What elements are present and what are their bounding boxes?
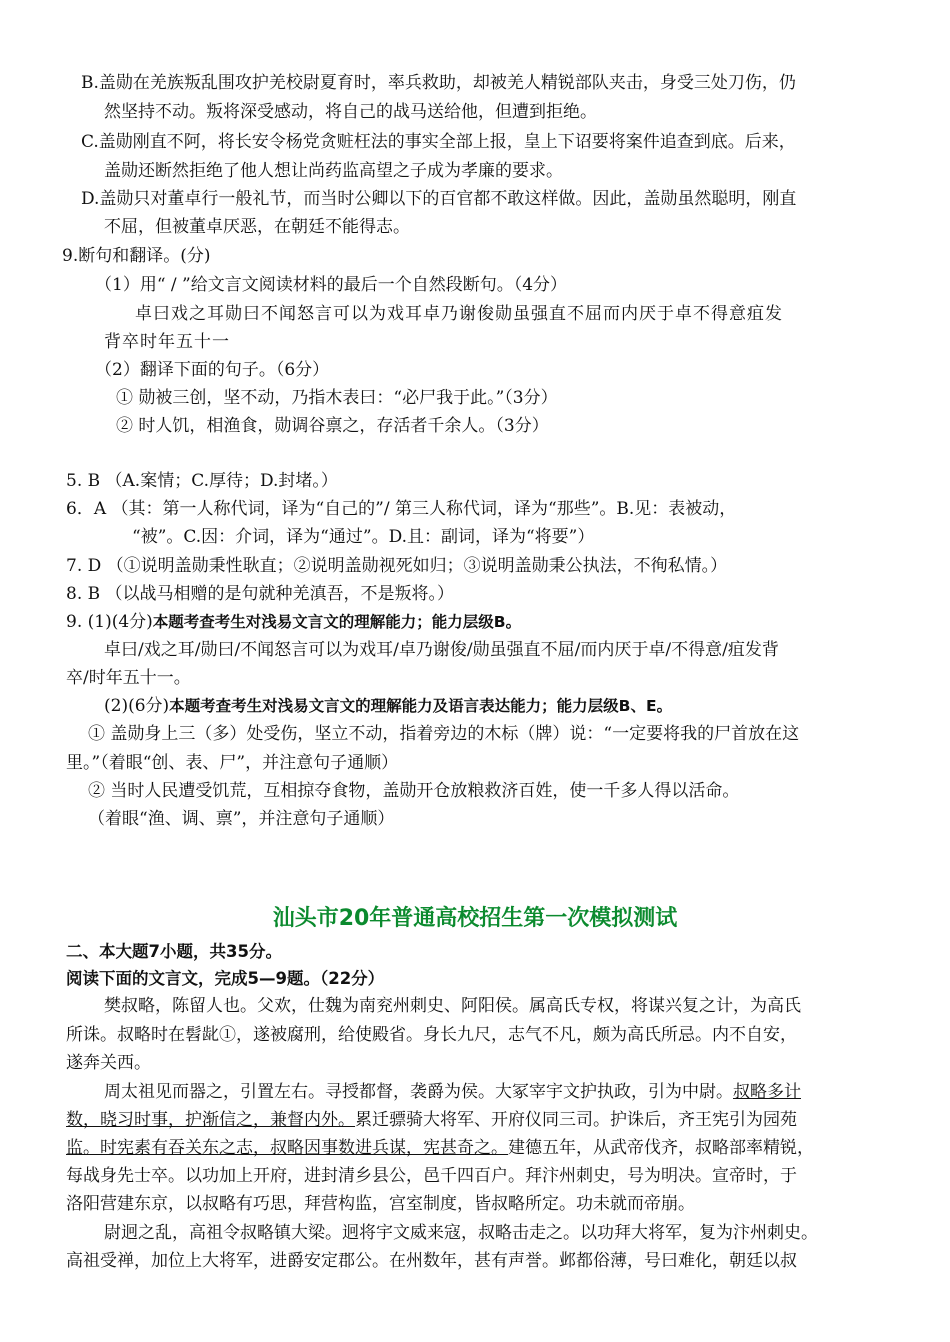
passage-p3-line2: 高祖受禅，加位上大将军，进爵安定郡公。在州数年，甚有声誉。邺都俗薄，号曰难化，朝廷以叔 [66, 1251, 797, 1271]
passage-underlined-text: 叔略多计 [733, 1082, 801, 1102]
passage-p1-line2: 所诛。叔略时在髫龀①，遂被腐刑，给使殿省。身长九尺，志气不凡，颇为高氏所忌。内不自安， [66, 1025, 797, 1045]
passage-p1-line3: 遂奔关西。 [66, 1053, 151, 1073]
answer-6-line2: “被”。C.因：介词，译为“通过”。D.且：副词，译为“将要”） [132, 527, 595, 547]
passage-underlined-text: 数，晓习时事，护渐信之，兼督内外。 [66, 1110, 355, 1130]
reading-instruction: 阅读下面的文言文，完成5—9题。（22分） [66, 969, 385, 988]
answer-9-1-text-line2: 卒/时年五十一。 [66, 668, 191, 688]
q8-option-d-line2: 不屈，但被董卓厌恶，在朝廷不能得志。 [104, 217, 410, 237]
answer-9-1-criteria: 本题考查考生对浅易文言文的理解能力；能力层级B。 [152, 613, 522, 631]
answer-9-2-sentence1-line1: ① 盖勋身上三（多）处受伤，坚立不动，指着旁边的木标（牌）说：“一定要将我的尸首放在这 [88, 724, 800, 744]
q9-part1-text-line1: 卓曰戏之耳勋曰不闻怒言可以为戏耳卓乃谢俊勋虽强直不屈而内厌于卓不得意疽发 [135, 304, 783, 324]
answer-9-1-head: 9. (1)(4分) [66, 612, 153, 632]
passage-p2-line1 [104, 1078, 801, 1107]
q9-part1-prompt: （1）用“ / ”给文言文阅读材料的最后一个自然段断句。（4分） [95, 275, 568, 295]
answer-9-2-sentence2-line2: （着眼“渔、调、禀”，并注意句子通顺） [88, 809, 395, 829]
q9-sentence-2: ② 时人饥，相渔食，勋调谷禀之，存活者千余人。（3分） [116, 416, 549, 436]
q9-part1-text-line2: 背卒时年五十一 [104, 332, 230, 352]
q9-part2-prompt: （2）翻译下面的句子。（6分） [95, 360, 330, 380]
answer-9-2-criteria: 本题考查考生对浅易文言文的理解能力及语言表达能力；能力层级B、E。 [169, 697, 673, 715]
q8-option-b-line1: B.盖勋在羌族叛乱围攻护羌校尉夏育时，率兵救助，却被羌人精锐部队夹击，身受三处刀伤，仍 [81, 73, 796, 93]
answer-6-line1: 6．A （其：第一人称代词，译为“自己的”/ 第三人称代词，译为“那些”。B.见：表被动， [66, 499, 737, 519]
q8-option-b-line2: 然坚持不动。叛将深受感动，将自己的战马送给他，但遭到拒绝。 [104, 102, 597, 122]
passage-p2-line2-text: 累迁骠骑大将军、开府仪同三司。护诛后，齐王宪引为园苑 [355, 1110, 797, 1130]
answer-7: 7. D （①说明盖勋秉性耿直；②说明盖勋视死如归；③说明盖勋秉公执法，不徇私情。） [66, 556, 728, 576]
answer-9-1-line [66, 608, 521, 637]
q8-option-d-line1: D.盖勋只对董卓行一般礼节，而当时公卿以下的百官都不敢这样做。因此，盖勋虽然聪明，刚直 [81, 189, 797, 209]
passage-p2-line1-text: 周太祖见而器之，引置左右。寻授都督，袭爵为侯。大冢宰宇文护执政，引为中尉。 [104, 1082, 733, 1102]
passage-p3-line1: 尉迥之乱，高祖令叔略镇大梁。迥将宇文威来寇，叔略击走之。以功拜大将军，复为汴州刺史。 [104, 1223, 818, 1243]
passage-underlined-text: 监。时宪素有吞关东之志，叔略因事数进兵谋，宪甚奇之。 [66, 1138, 508, 1158]
answer-5: 5. B （A.案情；C.厚待；D.封堵。） [66, 471, 338, 491]
answer-8: 8. B （以战马相赠的是句就种羌滇吾，不是叛将。） [66, 584, 455, 604]
q8-option-c-line1: C.盖勋刚直不阿，将长安令杨党贪赃枉法的事实全部上报，皇上下诏要将案件追查到底。后来， [81, 132, 796, 152]
passage-p2-line5: 洛阳营建东京，以叔略有巧思，拜营构监，宫室制度，皆叔略所定。功未就而帝崩。 [66, 1194, 695, 1214]
answer-9-2-line [104, 692, 672, 721]
passage-p2-line3-text: 建德五年，从武帝伐齐，叔略部率精锐， [508, 1138, 814, 1158]
q9-sentence-1: ① 勋被三创，坚不动，乃指木表曰：“必尸我于此。”（3分） [116, 388, 558, 408]
passage-p2-line4: 每战身先士卒。以功加上开府，进封清乡县公，邑千四百户。拜汴州刺史，号为明决。宣帝时，于 [66, 1166, 797, 1186]
answer-9-2-sentence2-line1: ② 当时人民遭受饥荒，互相掠夺食物，盖勋开仓放粮救济百姓，使一千多人得以活命。 [88, 781, 740, 801]
passage-p2-line3 [66, 1134, 814, 1163]
answer-9-2-sentence1-line2: 里。”（着眼“创、表、尸”，并注意句子通顺） [66, 753, 399, 773]
q8-option-c-line2: 盖勋还断然拒绝了他人想让尚药监高望之子成为孝廉的要求。 [104, 161, 563, 181]
q9-title: 9.断句和翻译。(分) [62, 246, 211, 266]
passage-p2-line2 [66, 1106, 797, 1135]
passage-p1-line1: 樊叔略，陈留人也。父欢，仕魏为南兖州刺史、阿阳侯。属高氏专权，将谋兴复之计，为高氏 [104, 996, 801, 1016]
exam-title: 汕头市20年普通高校招生第一次模拟测试 [272, 906, 678, 931]
answer-9-1-text-line1: 卓曰/戏之耳/勋曰/不闻怒言可以为戏耳/卓乃谢俊/勋虽强直不屈/而内厌于卓/不得意/疽发背 [104, 640, 779, 660]
section-heading: 二、本大题7小题，共35分。 [66, 942, 282, 961]
answer-9-2-head: (2)(6分) [104, 696, 170, 716]
